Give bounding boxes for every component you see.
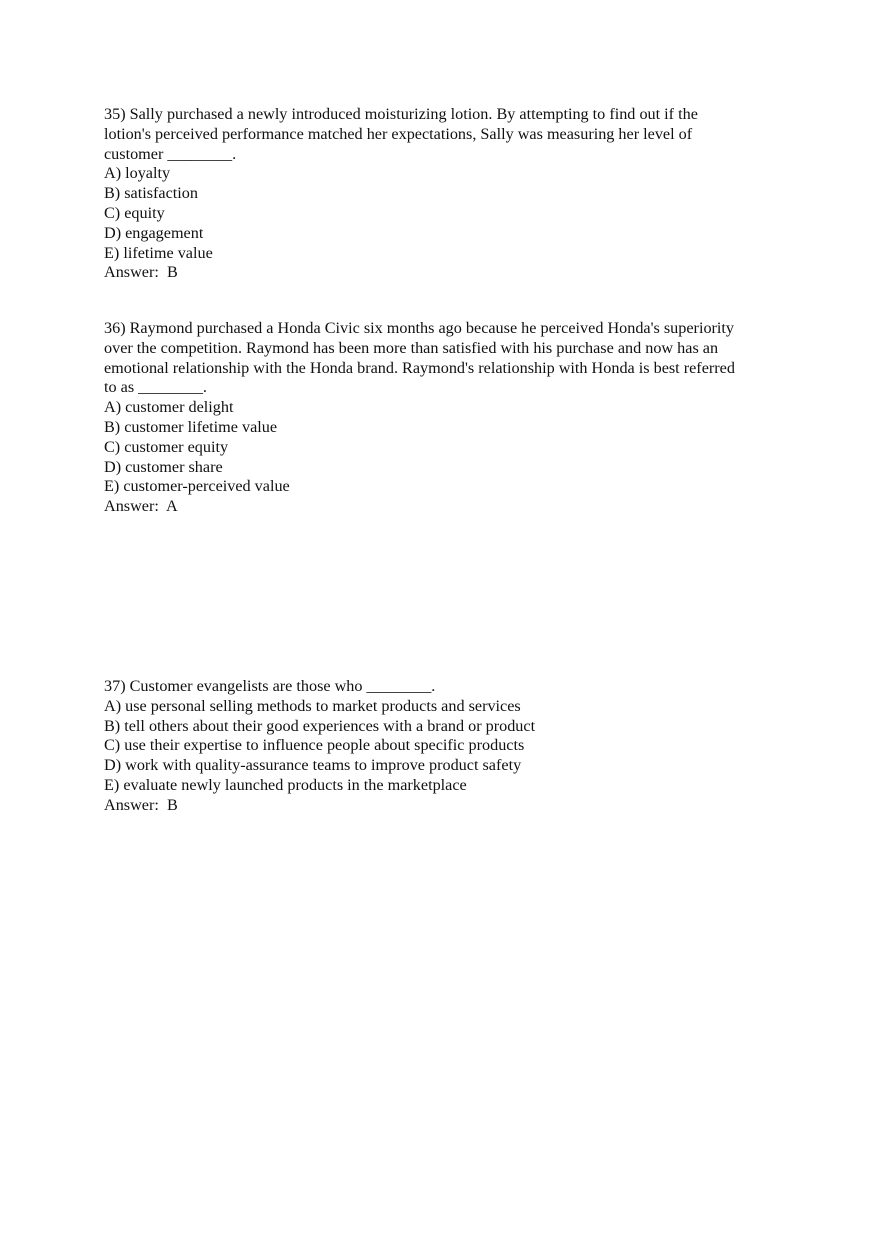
question-stem: 35) Sally purchased a newly introduced moisturizing lotion. By attempting to find out if the	[104, 105, 698, 123]
question-stem: to as ________.	[104, 378, 207, 397]
option-e: E) evaluate newly launched products in the marketplace	[104, 775, 467, 794]
option-b: B) tell others about their good experiences with a brand or product	[104, 716, 536, 735]
option-d: D) customer share	[104, 457, 223, 476]
option-d: D) work with quality-assurance teams to improve product safety	[104, 756, 522, 775]
option-a: A) loyalty	[104, 164, 171, 183]
option-c: C) equity	[104, 203, 165, 222]
option-e: E) lifetime value	[104, 243, 213, 262]
answer: Answer: B	[104, 263, 178, 282]
answer: Answer: B	[104, 795, 178, 814]
option-c: C) use their expertise to influence people about specific products	[104, 736, 525, 755]
option-b: B) satisfaction	[104, 184, 198, 203]
question-35	[104, 105, 698, 283]
answer: Answer: A	[104, 497, 178, 516]
option-e: E) customer-perceived value	[104, 477, 290, 496]
question-stem: 37) Customer evangelists are those who ________.	[104, 677, 436, 695]
question-37	[104, 677, 535, 816]
option-b: B) customer lifetime value	[104, 417, 278, 436]
question-stem: lotion's perceived performance matched her expectations, Sally was measuring her level of	[104, 124, 693, 143]
question-stem: emotional relationship with the Honda brand. Raymond's relationship with Honda is best referred	[104, 358, 735, 377]
question-stem: 36) Raymond purchased a Honda Civic six months ago because he perceived Honda's superiority	[104, 319, 735, 337]
question-36	[104, 319, 735, 517]
option-c: C) customer equity	[104, 437, 229, 456]
option-a: A) use personal selling methods to market products and services	[104, 696, 521, 715]
option-d: D) engagement	[104, 223, 204, 242]
question-stem: over the competition. Raymond has been more than satisfied with his purchase and now has an	[104, 338, 719, 357]
question-stem: customer ________.	[104, 144, 237, 163]
option-a: A) customer delight	[104, 398, 234, 417]
